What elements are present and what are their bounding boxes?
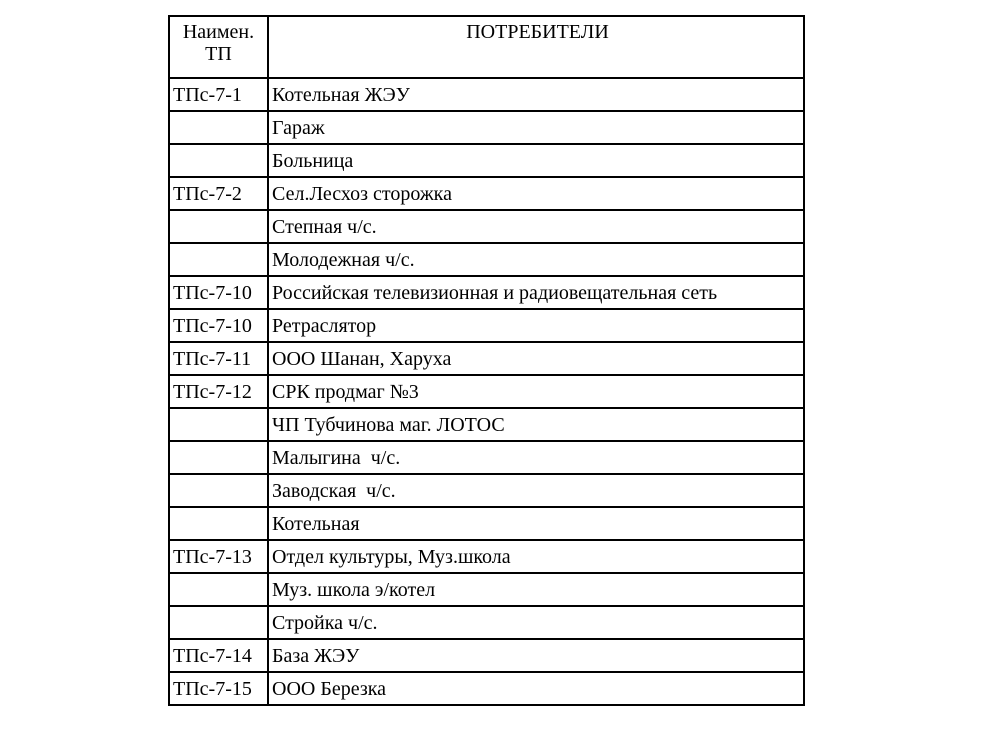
table-row xyxy=(169,111,804,144)
consumer-cell: Степная ч/с. xyxy=(268,210,804,243)
table-header xyxy=(169,16,804,78)
consumer-cell: Отдел культуры, Муз.школа xyxy=(268,540,804,573)
table-row xyxy=(169,144,804,177)
consumer-cell: Сел.Лесхоз сторожка xyxy=(268,177,804,210)
consumer-cell: Российская телевизионная и радиовещательная сеть xyxy=(268,276,804,309)
table-row xyxy=(169,276,804,309)
consumer-cell: Муз. школа э/котел xyxy=(268,573,804,606)
consumer-cell: Молодежная ч/с. xyxy=(268,243,804,276)
table-row xyxy=(169,639,804,672)
tp-name-cell xyxy=(169,408,268,441)
table-row xyxy=(169,309,804,342)
tp-name-cell xyxy=(169,474,268,507)
consumer-cell: База ЖЭУ xyxy=(268,639,804,672)
table-row xyxy=(169,507,804,540)
consumer-cell: Малыгина ч/с. xyxy=(268,441,804,474)
consumer-cell: ООО Березка xyxy=(268,672,804,705)
tp-name-cell: ТПс-7-15 xyxy=(169,672,268,705)
consumer-cell: ЧП Тубчинова маг. ЛОТОС xyxy=(268,408,804,441)
consumer-cell: СРК продмаг №3 xyxy=(268,375,804,408)
header-row xyxy=(169,16,804,78)
table-row xyxy=(169,210,804,243)
consumer-cell: Стройка ч/с. xyxy=(268,606,804,639)
consumer-cell: Ретраслятор xyxy=(268,309,804,342)
table-row xyxy=(169,606,804,639)
consumer-cell: Заводская ч/с. xyxy=(268,474,804,507)
tp-name-cell xyxy=(169,507,268,540)
tp-name-cell xyxy=(169,111,268,144)
consumers-table xyxy=(168,15,805,706)
consumer-cell: Больница xyxy=(268,144,804,177)
tp-name-cell: ТПс-7-1 xyxy=(169,78,268,111)
table-row xyxy=(169,342,804,375)
table-row xyxy=(169,375,804,408)
table-row xyxy=(169,78,804,111)
tp-name-header xyxy=(169,16,268,78)
tp-name-cell: ТПс-7-2 xyxy=(169,177,268,210)
table-row xyxy=(169,573,804,606)
table-body xyxy=(169,78,804,705)
consumer-cell: ООО Шанан, Харуха xyxy=(268,342,804,375)
consumer-cell: Котельная xyxy=(268,507,804,540)
tp-name-cell xyxy=(169,606,268,639)
tp-name-cell: ТПс-7-10 xyxy=(169,276,268,309)
consumer-cell: Котельная ЖЭУ xyxy=(268,78,804,111)
tp-name-cell xyxy=(169,243,268,276)
table-row xyxy=(169,441,804,474)
tp-name-cell xyxy=(169,144,268,177)
tp-header-line-2: ТП xyxy=(205,43,232,65)
tp-header-line-1: Наимен. xyxy=(182,21,255,43)
tp-name-cell: ТПс-7-14 xyxy=(169,639,268,672)
consumers-header: ПОТРЕБИТЕЛИ xyxy=(268,16,804,78)
tp-name-cell xyxy=(169,210,268,243)
tp-name-cell xyxy=(169,573,268,606)
tp-name-cell: ТПс-7-10 xyxy=(169,309,268,342)
table-row xyxy=(169,540,804,573)
table-row xyxy=(169,474,804,507)
table-row xyxy=(169,243,804,276)
table-row xyxy=(169,177,804,210)
table-row xyxy=(169,408,804,441)
tp-name-cell: ТПс-7-11 xyxy=(169,342,268,375)
tp-name-cell xyxy=(169,441,268,474)
consumer-cell: Гараж xyxy=(268,111,804,144)
tp-name-cell: ТПс-7-13 xyxy=(169,540,268,573)
tp-name-cell: ТПс-7-12 xyxy=(169,375,268,408)
table-row xyxy=(169,672,804,705)
